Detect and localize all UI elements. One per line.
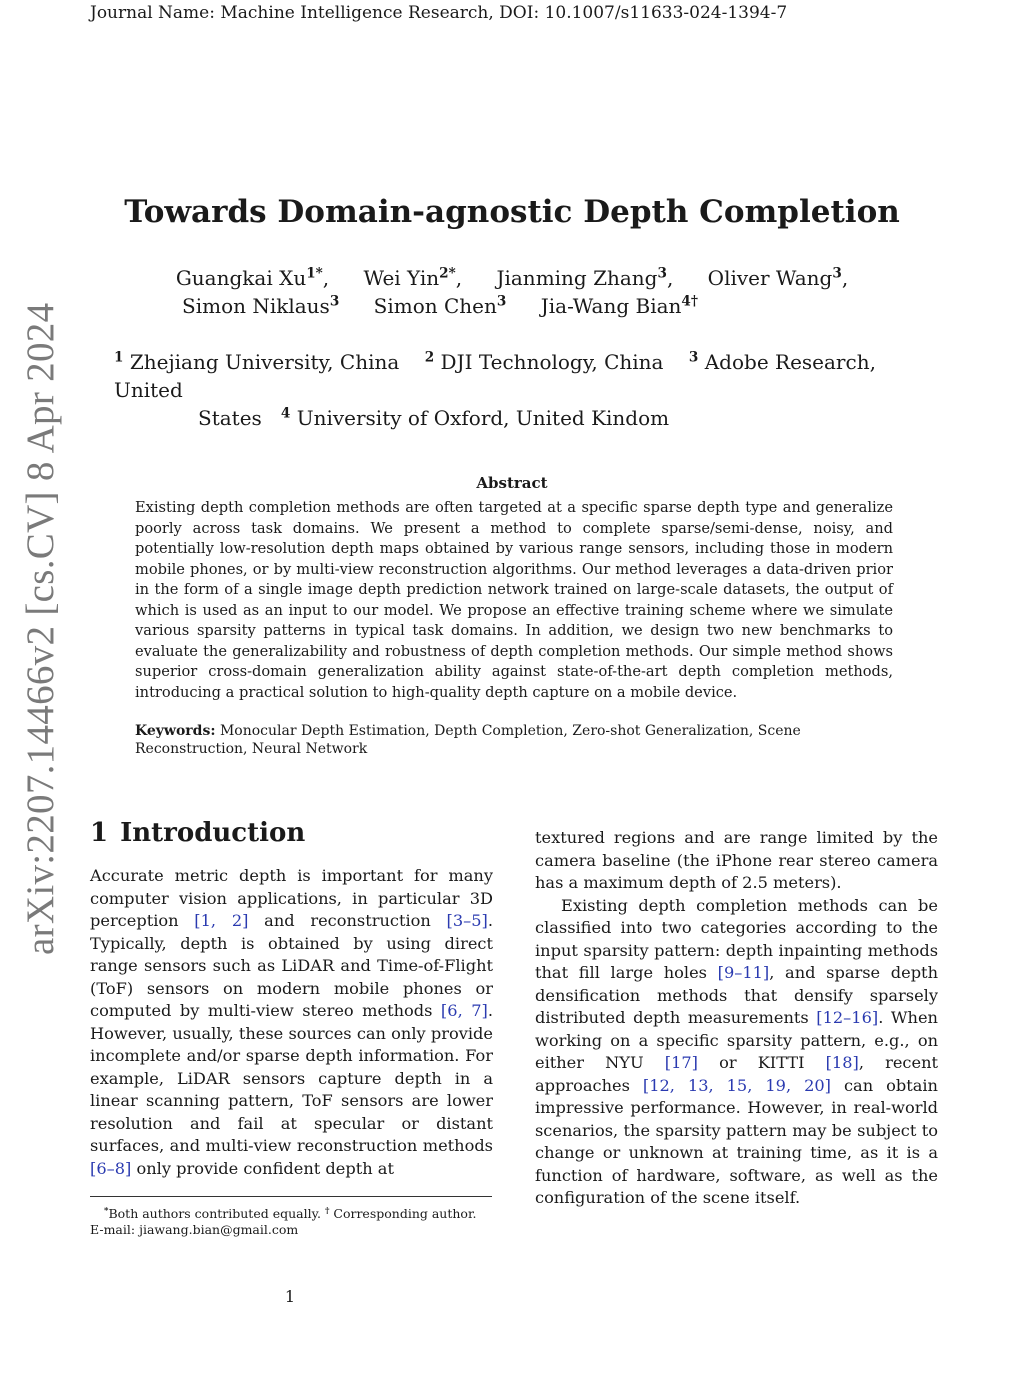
citation-link[interactable]: [6–8] xyxy=(90,1158,132,1178)
paper-title: Towards Domain-agnostic Depth Completion xyxy=(124,194,900,230)
citation-link[interactable]: [9–11] xyxy=(717,963,770,982)
left-column xyxy=(90,865,493,1180)
journal-header: Journal Name: Machine Intelligence Research, DOI: 10.1007/s11633-024-1394-7 xyxy=(90,3,788,23)
author-line-1 xyxy=(0,266,1024,290)
paragraph: textured regions and are range limited by the camera baseline (the iPhone rear stereo camera has a maximum depth of 2.5 meters). xyxy=(535,828,938,892)
section-title: Introduction xyxy=(120,818,306,848)
abstract-heading: Abstract xyxy=(476,474,548,492)
footnote-email: E-mail: jiawang.bian@gmail.com xyxy=(90,1222,299,1237)
author: Simon Chen$^3$ xyxy=(373,293,507,318)
footnote xyxy=(90,1206,500,1238)
citation-link[interactable]: [6, 7] xyxy=(440,1001,488,1020)
section-number: 1 xyxy=(90,818,109,848)
citation-link[interactable]: [18] xyxy=(825,1053,859,1072)
paragraph: Accurate metric depth is important for many computer vision applications, in particular 3D perception [1, 2] and reconstruction [3–5]. Typically, depth is obtained by using direct range sensors such as LiDAR and Time-of-Flight (ToF) sensors on modern mobile phones or computed by multi-view stereo methods [6, 7]. However, usually, these sources can only provide incomplete and/or sparse depth information. For example, LiDAR sensors capture depth in a linear scanning pattern, ToF sensors are lower resolution and fail at specular or distant surfaces, and multi-view reconstruction methods [6–8] only provide confident depth at xyxy=(90,866,494,1178)
author-line-2 xyxy=(0,294,880,318)
keywords xyxy=(135,722,893,758)
affiliation-line-2: States $^4$ University of Oxford, United Kindom xyxy=(198,405,670,430)
author: Jianming Zhang$^3$, xyxy=(496,265,674,290)
citation-link[interactable]: [17] xyxy=(664,1053,698,1072)
citation-link[interactable]: [1, 2] xyxy=(194,911,249,930)
paragraph: Existing depth completion methods can be classified into two categories according to the input sparsity pattern: depth inpainting methods that fill large holes [9–11], and sparse depth densification methods that densify sparsely distributed depth measurements [12–16]. When working on a specific sparsity pattern, e.g., on either NYU [17] or KITTI [18], recent approaches [12, 13, 15, 19, 20] can obtain impressive performance. However, in real-world scenarios, the sparsity pattern may be subject to change or unknown at training time, as it is a function of hardware, software, as well as the configuration of the scene itself. xyxy=(535,895,939,1207)
keywords-text: Monocular Depth Estimation, Depth Completion, Zero-shot Generalization, Scene Reconstruction, Neural Network xyxy=(135,723,801,757)
author: Oliver Wang$^3$, xyxy=(707,265,849,290)
affiliations xyxy=(114,348,924,432)
footnote-rule xyxy=(90,1196,492,1197)
citation-link[interactable]: [12–16] xyxy=(816,1008,879,1027)
footnote-line-1: *Both authors contributed equally. † Corresponding author. xyxy=(104,1205,477,1221)
affiliation-line-1: $^1$ Zhejiang University, China $^2$ DJI Technology, China $^3$ Adobe Research, United xyxy=(114,349,876,402)
right-column xyxy=(535,827,938,1210)
section-heading xyxy=(90,818,305,848)
author: Wei Yin$^{2*}$, xyxy=(363,265,463,290)
author: Guangkai $Xu^{1*}$, xyxy=(175,265,330,290)
arxiv-side-stamp: arXiv:2207.14466v2 [cs.CV] 8 Apr 2024 xyxy=(19,302,62,955)
citation-link[interactable]: [12, 13, 15, 19, 20] xyxy=(642,1075,831,1095)
author: Simon Niklaus$^3$ xyxy=(182,293,340,318)
page-number: 1 xyxy=(284,1287,296,1306)
author: Jia-Wang Bian$^{4\dagger}$ xyxy=(540,293,698,318)
abstract-text: Existing depth completion methods are often targeted at a specific sparse depth type and generalize poorly across task domains. We present a method to complete sparse/semi-dense, noisy, and potentially low-resolution depth maps obtained by various range sensors, including those in modern mobile phones, or by multi-view reconstruction algorithms. Our method leverages a data-driven prior in the form of a single image depth prediction network trained on large-scale datasets, the output of which is used as an input to our model. We propose an effective training scheme where we simulate various sparsity patterns in typical task domains. In addition, we design two new benchmarks to evaluate the generalizability and robustness of depth completion methods. Our simple method shows superior cross-domain generalization ability against state-of-the-art depth completion methods, introducing a practical solution to high-quality depth capture on a mobile device. xyxy=(135,499,893,701)
citation-link[interactable]: [3–5] xyxy=(446,911,488,930)
keywords-label: Keywords: xyxy=(135,723,216,739)
